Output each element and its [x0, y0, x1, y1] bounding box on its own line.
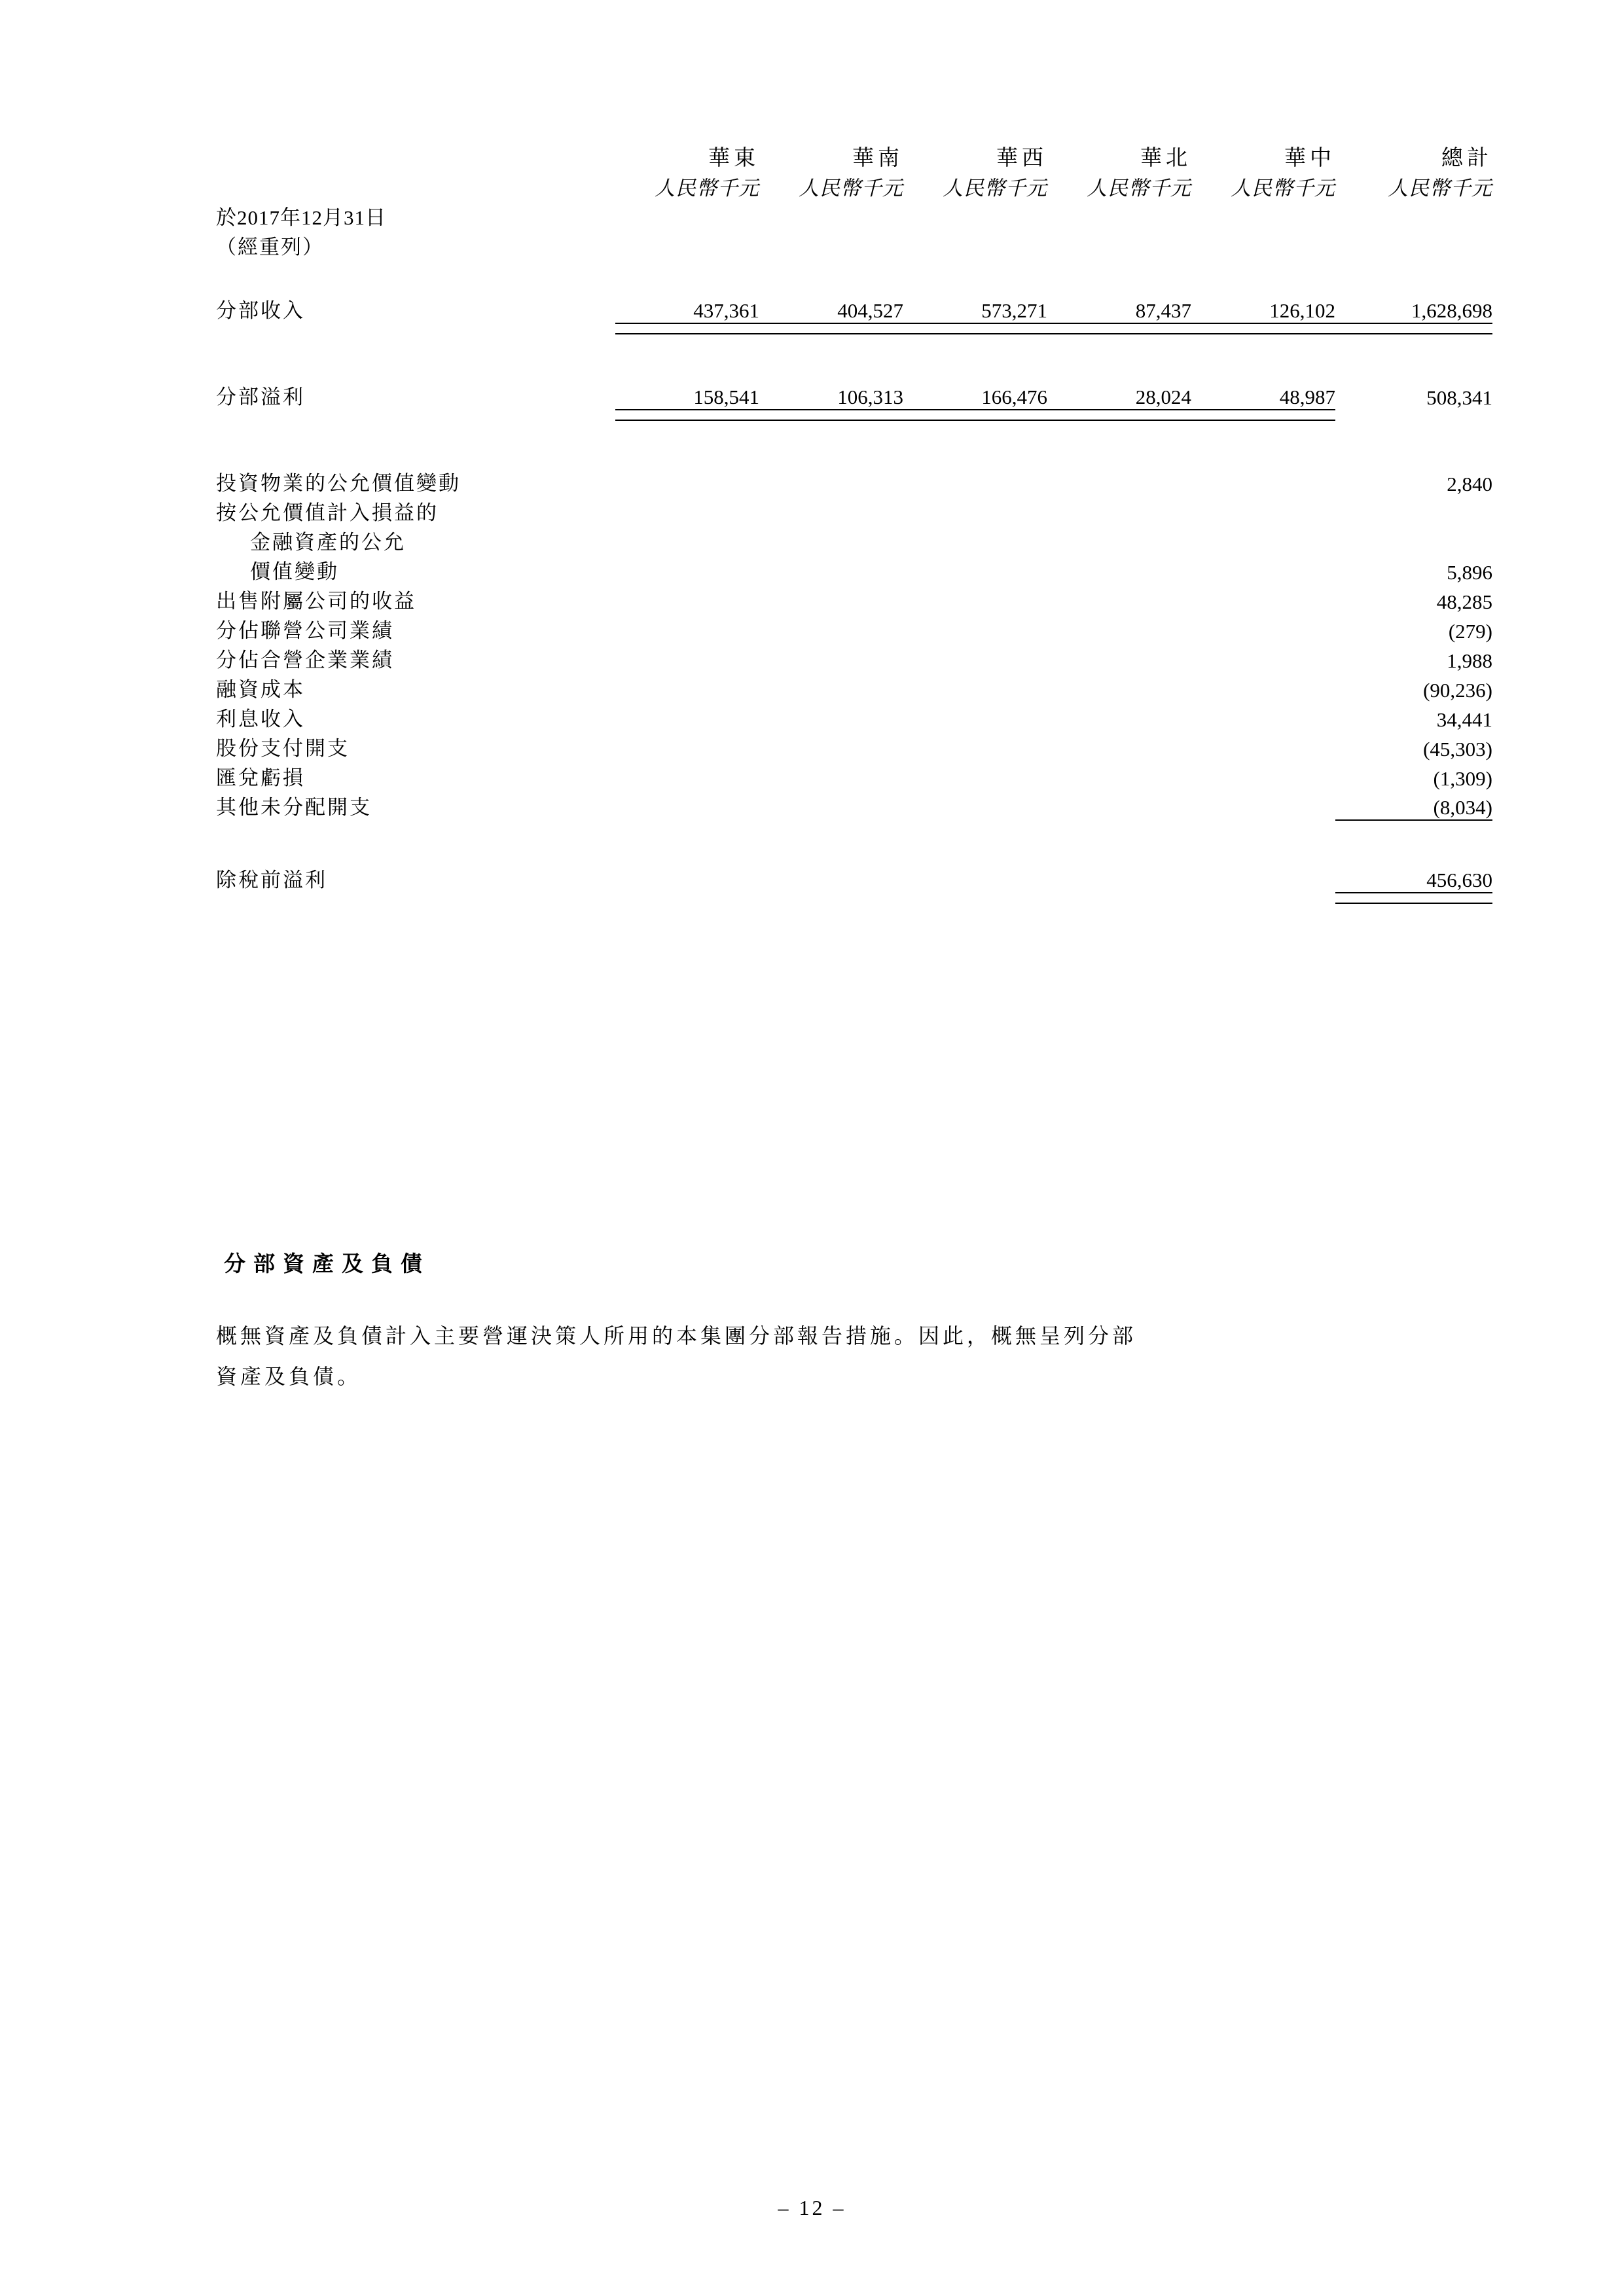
table-row-reconciliation	[216, 526, 1492, 555]
double-rule	[759, 323, 903, 334]
row-label-fvtpl-line2: 金融資產的公允	[250, 531, 406, 554]
unit-header-west: 人民幣千元	[943, 177, 1047, 200]
rule-row-profit-before-tax	[216, 893, 1492, 903]
date-heading-row	[216, 201, 1492, 230]
single-rule	[1335, 820, 1492, 829]
date-subheading: （經重列）	[216, 236, 324, 259]
table-row-reconciliation	[216, 702, 1492, 732]
spacer	[216, 829, 1492, 863]
table-row-reconciliation	[216, 643, 1492, 673]
value-fvtpl-line1	[1335, 496, 1492, 526]
table-row-reconciliation	[216, 732, 1492, 761]
rule-row-segment-revenue	[216, 323, 1492, 334]
table-row-reconciliation	[216, 467, 1492, 496]
value-segment-revenue-east: 437,361	[693, 299, 759, 322]
rule-row-segment-profit	[216, 410, 1492, 420]
value-segment-revenue-south: 404,527	[837, 299, 903, 322]
column-header-north: 華北	[1140, 147, 1191, 170]
row-label-share-of-joint-ventures: 分佔合營企業業績	[216, 649, 394, 672]
page-number: – 12 –	[778, 2196, 846, 2219]
date-subheading-row	[216, 230, 1492, 260]
value-other-unallocated-expenses: (8,034)	[1433, 796, 1492, 819]
double-rule	[1047, 410, 1191, 420]
segment-table-container	[216, 141, 1492, 904]
value-segment-profit-east: 158,541	[693, 386, 759, 408]
row-label-segment-revenue: 分部收入	[216, 299, 305, 322]
value-segment-revenue-north: 87,437	[1135, 299, 1191, 322]
table-row-segment-profit	[216, 380, 1492, 410]
double-rule	[1191, 410, 1335, 420]
unit-header-east: 人民幣千元	[655, 177, 759, 200]
row-label-fv-change-investment-properties: 投資物業的公允價值變動	[216, 472, 461, 495]
double-rule	[1335, 323, 1492, 334]
value-share-of-joint-ventures: 1,988	[1447, 649, 1492, 672]
value-share-based-payment: (45,303)	[1423, 738, 1492, 761]
row-label-interest-income: 利息收入	[216, 708, 305, 730]
value-share-of-associates: (279)	[1448, 620, 1492, 643]
unit-header-central: 人民幣千元	[1231, 177, 1335, 200]
double-rule	[615, 323, 759, 334]
double-rule	[903, 410, 1047, 420]
row-label-gain-disposal-subsidiaries: 出售附屬公司的收益	[216, 590, 416, 613]
row-label-other-unallocated-expenses: 其他未分配開支	[216, 796, 372, 819]
column-header-west: 華西	[996, 147, 1047, 170]
segment-information-table	[216, 141, 1492, 904]
double-rule	[1047, 323, 1191, 334]
spacer	[216, 420, 1492, 467]
row-label-share-based-payment: 股份支付開支	[216, 737, 350, 760]
table-row-reconciliation	[216, 496, 1492, 526]
row-label-exchange-loss: 匯兌虧損	[216, 766, 305, 789]
value-exchange-loss: (1,309)	[1433, 767, 1492, 790]
paragraph-line-1: 概無資產及負債計入主要營運決策人所用的本集團分部報告措施。因此，概無呈列分部	[216, 1324, 1137, 1348]
section-paragraph	[216, 1316, 1479, 1397]
value-segment-profit-total: 508,341	[1426, 386, 1492, 409]
table-row-reconciliation	[216, 791, 1492, 820]
row-label-share-of-associates: 分佔聯營公司業績	[216, 619, 394, 642]
header-blank	[216, 141, 615, 171]
row-label-profit-before-tax: 除稅前溢利	[216, 869, 327, 891]
double-rule	[903, 323, 1047, 334]
value-gain-disposal-subsidiaries: 48,285	[1436, 590, 1492, 613]
table-row-reconciliation	[216, 614, 1492, 643]
double-rule	[759, 410, 903, 420]
value-finance-costs: (90,236)	[1423, 679, 1492, 702]
column-header-south: 華南	[852, 147, 903, 170]
unit-header-south: 人民幣千元	[799, 177, 903, 200]
value-segment-revenue-total: 1,628,698	[1411, 299, 1492, 322]
table-header-row-regions	[216, 141, 1492, 171]
table-row-reconciliation	[216, 673, 1492, 702]
value-fvtpl-change: 5,896	[1447, 561, 1492, 584]
value-fvtpl-line2	[1335, 526, 1492, 555]
row-label-fvtpl-line1: 按公允價值計入損益的	[216, 501, 439, 524]
value-profit-before-tax: 456,630	[1426, 869, 1492, 891]
double-rule	[1335, 893, 1492, 903]
section-heading-segment-assets-liabilities: 分部資產及負債	[224, 1253, 430, 1276]
row-label-fvtpl-line3: 價值變動	[250, 560, 339, 583]
column-header-central: 華中	[1284, 147, 1335, 170]
value-segment-revenue-central: 126,102	[1269, 299, 1335, 322]
value-segment-revenue-west: 573,271	[981, 299, 1047, 322]
table-row-reconciliation	[216, 761, 1492, 791]
double-rule	[1191, 323, 1335, 334]
value-interest-income: 34,441	[1436, 708, 1492, 731]
double-rule	[615, 410, 759, 420]
date-heading: 於2017年12月31日	[216, 206, 386, 229]
column-header-total: 總計	[1441, 147, 1492, 170]
table-row-reconciliation	[216, 584, 1492, 614]
spacer	[216, 334, 1492, 380]
spacer	[216, 260, 1492, 294]
unit-header-blank	[216, 171, 615, 201]
table-header-row-units	[216, 171, 1492, 201]
value-segment-profit-north: 28,024	[1135, 386, 1191, 408]
value-segment-profit-central: 48,987	[1279, 386, 1335, 408]
unit-header-north: 人民幣千元	[1087, 177, 1191, 200]
value-segment-profit-south: 106,313	[837, 386, 903, 408]
table-row-segment-revenue	[216, 294, 1492, 323]
table-row-profit-before-tax	[216, 863, 1492, 893]
table-row-reconciliation	[216, 555, 1492, 584]
row-label-segment-profit: 分部溢利	[216, 386, 305, 408]
value-segment-profit-west: 166,476	[981, 386, 1047, 408]
paragraph-line-2: 資產及負債。	[216, 1365, 362, 1388]
unit-header-total: 人民幣千元	[1388, 177, 1492, 200]
row-label-finance-costs: 融資成本	[216, 678, 305, 701]
column-header-east: 華東	[708, 147, 759, 170]
value-fv-change-investment-properties: 2,840	[1447, 473, 1492, 495]
rule-row-subtotal	[216, 820, 1492, 829]
